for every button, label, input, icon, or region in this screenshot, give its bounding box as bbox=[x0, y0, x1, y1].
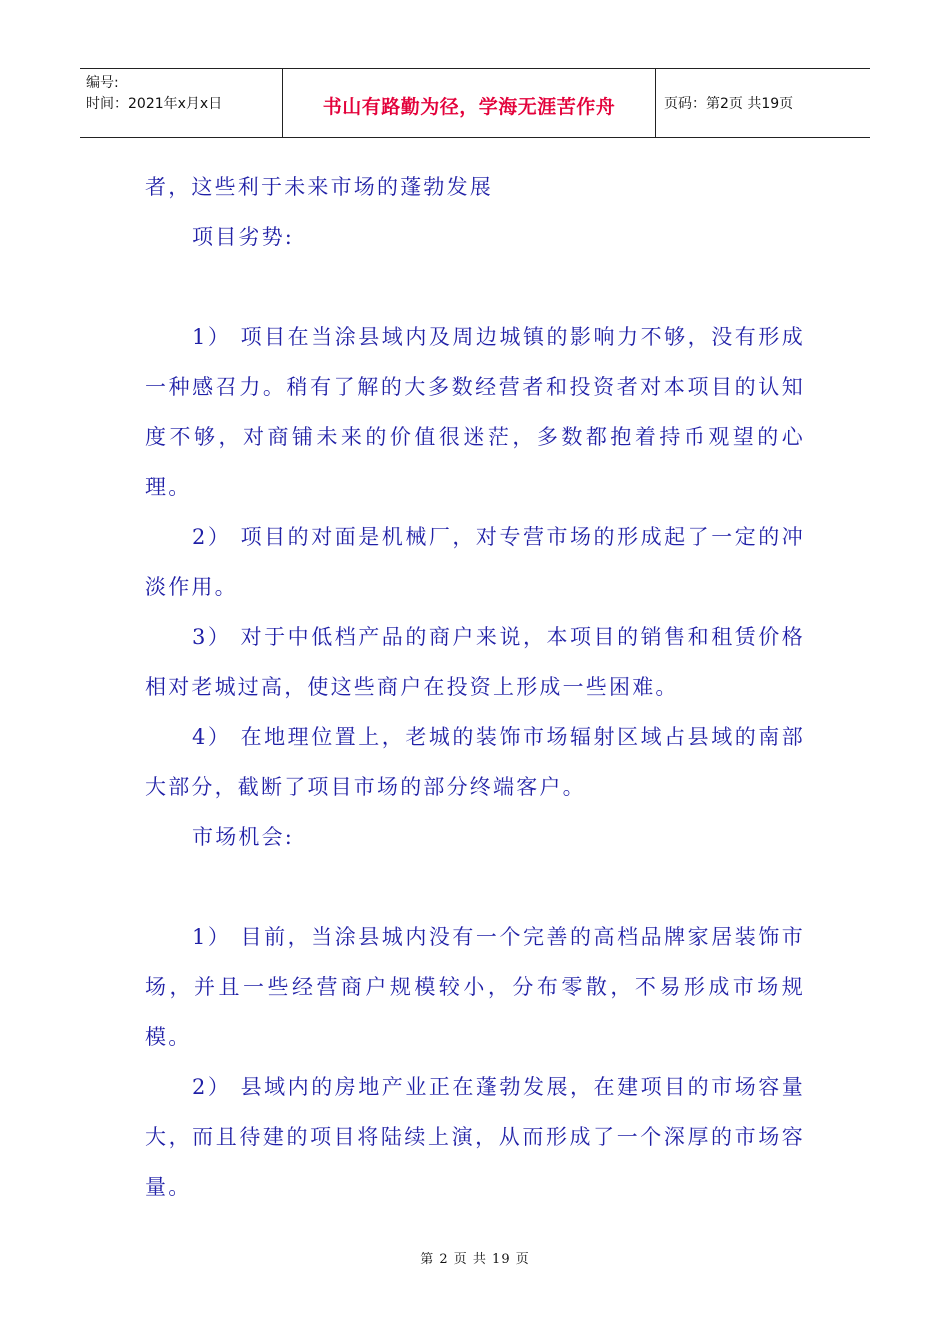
weakness-item-1: 1） 项目在当涂县域内及周边城镇的影响力不够，没有形成一种感召力。稍有了解的大多数经营者和投资者对本项目的认知度不够，对商铺未来的价值很迷茫，多数都抱着持币观望的心理。 bbox=[145, 325, 805, 499]
document-date: 时间：2021年x月x日 bbox=[86, 96, 223, 112]
opportunity-heading: 市场机会: bbox=[192, 825, 295, 849]
spacer bbox=[145, 262, 805, 312]
weakness-item-2: 2） 项目的对面是机械厂，对专营市场的形成起了一定的冲淡作用。 bbox=[145, 525, 805, 599]
header-meta-cell bbox=[80, 69, 283, 137]
header-motto-cell bbox=[283, 69, 656, 137]
header-page-cell bbox=[656, 69, 870, 137]
spacer bbox=[145, 862, 805, 912]
weakness-heading: 项目劣势: bbox=[192, 225, 295, 249]
weakness-item-3: 3） 对于中低档产品的商户来说，本项目的销售和租赁价格相对老城过高，使这些商户在投资上形成一些困难。 bbox=[145, 625, 805, 699]
document-body bbox=[145, 162, 805, 1212]
continuation-paragraph: 者，这些利于未来市场的蓬勃发展 bbox=[145, 175, 493, 199]
header-page-number: 页码：第2页 共19页 bbox=[664, 96, 794, 112]
header-motto: 书山有路勤为径，学海无涯苦作舟 bbox=[322, 96, 616, 118]
opportunity-item-2: 2） 县域内的房地产业正在蓬勃发展，在建项目的市场容量大，而且待建的项目将陆续上演，从而形成了一个深厚的市场容量。 bbox=[145, 1075, 805, 1199]
weakness-item-4: 4） 在地理位置上，老城的装饰市场辐射区域占县域的南部大部分，截断了项目市场的部分终端客户。 bbox=[145, 725, 805, 799]
document-code-label: 编号: bbox=[86, 75, 119, 91]
page-header bbox=[80, 68, 870, 138]
page-footer: 第 2 页 共 19 页 bbox=[420, 1252, 530, 1267]
opportunity-item-1: 1） 目前，当涂县城内没有一个完善的高档品牌家居装饰市场，并且一些经营商户规模较小，分布零散，不易形成市场规模。 bbox=[145, 925, 805, 1049]
